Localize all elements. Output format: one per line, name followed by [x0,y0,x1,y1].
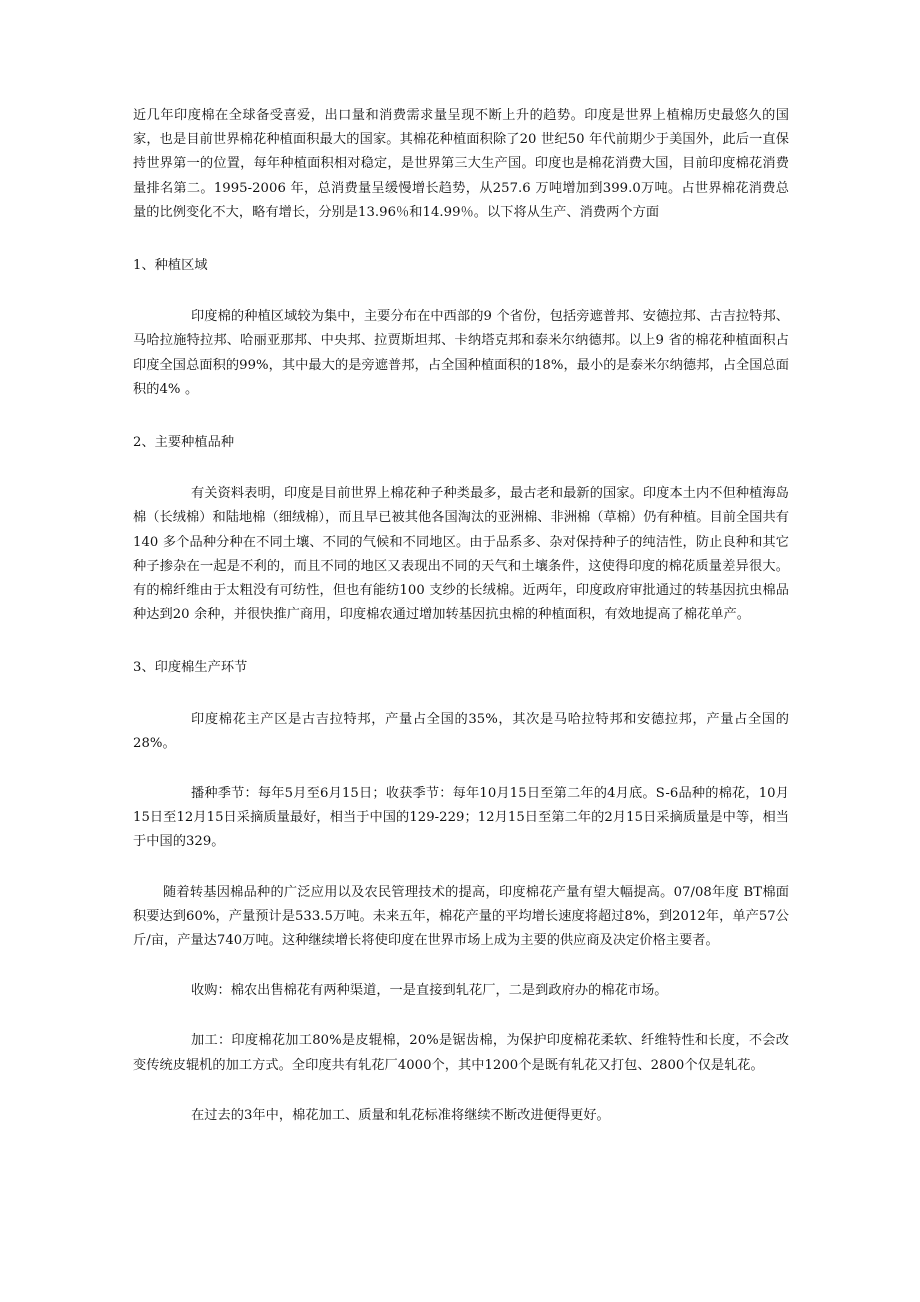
section-3-paragraph-3: 随着转基因棉品种的广泛应用以及农民管理技术的提高，印度棉花产量有望大幅提高。07/08年度 BT棉面积要达到60%，产量预计是533.5万吨。未来五年，棉花产量的平均增长速度将超过8%，到2012年，单产57公斤/亩，产量达740万吨。这种继续增长将使印度在世界市场上成为主要的供应商及决定价格主要者。 [133,884,789,949]
section-3-paragraph-4: 收购：棉农出售棉花有两种渠道，一是直接到轧花厂，二是到政府办的棉花市场。 [191,983,668,999]
intro-paragraph: 近几年印度棉在全球备受喜爱，出口量和消费需求量呈现不断上升的趋势。印度是世界上植棉历史最悠久的国家，也是目前世界棉花种植面积最大的国家。其棉花种植面积除了20 世纪50 年代前期少于美国外，此后一直保持世界第一的位置，每年种植面积相对稳定，是世界第三大生产国。印度也是棉花消费大国，目前印度棉花消费量排名第二。1995-2006 年，总消费量呈缓慢增长趋势，从257.6 万吨增加到399.0万吨。占世界棉花消费总量的比例变化不大，略有增长，分别是13.96％和14.99％。以下将从生产、消费两个方面 [133,108,789,220]
section-3-paragraph-6: 在过去的3年中，棉花加工、质量和轧花标准将继续不断改进便得更好。 [191,1107,610,1123]
section-3-paragraph-5: 加工：印度棉花加工80%是皮辊棉，20%是锯齿棉，为保护印度棉花柔软、纤维特性和长度，不会改变传统皮辊机的加工方式。全印度共有轧花厂4000个，其中1200个是既有轧花又打包、2800个仅是轧花。 [133,1033,789,1073]
document-body [133,104,789,1128]
section-1-paragraph: 印度棉的种植区域较为集中，主要分布在中西部的9 个省份，包括旁遮普邦、安德拉邦、古吉拉特邦、马哈拉施特拉邦、哈丽亚那邦、中央邦、拉贾斯坦邦、卡纳塔克邦和泰米尔纳德邦。以上9 省的棉花种植面积占印度全国总面积的99%，其中最大的是旁遮普邦，占全国种植面积的18%，最小的是泰米尔纳德邦，占全国总面积的4% 。 [133,309,789,397]
heading-2-main-varieties: 2、主要种植品种 [133,435,235,451]
section-2-paragraph: 有关资料表明，印度是目前世界上棉花种子种类最多，最古老和最新的国家。印度本土内不但种植海岛棉（长绒棉）和陆地棉（细绒棉），而且早已被其他各国淘汰的亚洲棉、非洲棉（草棉）仍有种植。目前全国共有140 多个品种分种在不同土壤、不同的气候和不同地区。由于品系多、杂对保持种子的纯洁性，防止良种和其它种子掺杂在一起是不利的，而且不同的地区又表现出不同的天气和土壤条件，这使得印度的棉花质量差异很大。有的棉纤维由于太粗没有可纺性，但也有能纺100 支纱的长绒棉。近两年，印度政府审批通过的转基因抗虫棉品种达到20 余种，并很快推广商用，印度棉农通过增加转基因抗虫棉的种植面积，有效地提高了棉花单产。 [133,486,789,623]
heading-1-planting-regions: 1、种植区域 [133,258,208,274]
heading-3-production-links: 3、印度棉生产环节 [133,660,248,676]
section-3-paragraph-2: 播种季节：每年5月至6月15日；收获季节：每年10月15日至第二年的4月底。S-6品种的棉花，10月15日至12月15日采摘质量最好，相当于中国的129-229；12月15日至第二年的2月15日采摘质量是中等，相当于中国的329。 [133,786,789,850]
section-3-paragraph-1: 印度棉花主产区是古吉拉特邦，产量占全国的35%，其次是马哈拉特邦和安德拉邦，产量占全国的28%。 [133,711,789,751]
